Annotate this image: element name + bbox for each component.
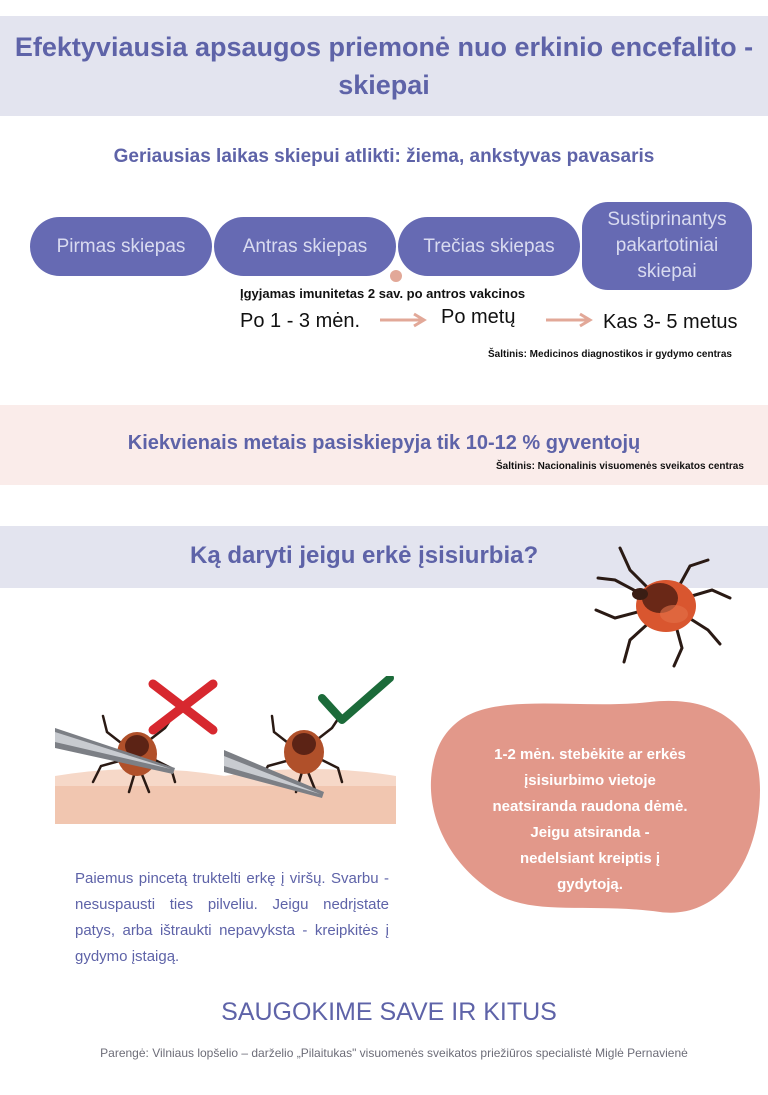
tick-icon — [590, 540, 740, 670]
step-first-vaccine — [30, 217, 212, 276]
immunity-note: Įgyjamas imunitetas 2 sav. po antros vakcinos — [240, 286, 526, 301]
removal-instructions: Paiemus pincetą truktelti erkę į viršų. Svarbu - nesuspausti ties pilveliu. Jeigu nedrįstate patys, arba ištraukti nepavyksta - kreipkitės į gydymo įstaigą. — [75, 870, 389, 965]
title-line-1: Efektyviausia apsaugos priemonė nuo erkinio encefalito - — [14, 32, 754, 62]
advice-line: neatsiranda raudona dėmė. — [492, 798, 688, 815]
correct-removal-illustration — [224, 676, 396, 824]
step-third-vaccine — [398, 217, 580, 276]
immunity-marker-dot — [390, 270, 402, 282]
advice-line: 1-2 mėn. stebėkite ar erkės — [494, 746, 686, 763]
footer-motto: SAUGOKIME SAVE IR KITUS — [221, 998, 557, 1026]
interval-2: Po metų — [441, 306, 516, 328]
wrong-removal-illustration — [55, 676, 225, 824]
title-line-2: skiepai — [338, 70, 430, 100]
arrow-right-icon — [546, 312, 594, 328]
step-label-line-1: Sustiprinantys — [607, 209, 727, 230]
correct-checkmark-icon — [322, 678, 390, 720]
step-label: Pirmas skiepas — [56, 235, 186, 257]
footer-credit: Parengė: Vilniaus lopšelio – darželio „Pilaitukas" visuomenės sveikatos priežiūros specialistė Miglė Pernavienė — [100, 1046, 688, 1060]
step-label: Trečias skiepas — [423, 235, 555, 257]
step-label-line-2: pakartotiniai — [615, 235, 719, 256]
interval-3: Kas 3- 5 metus — [603, 311, 738, 333]
advice-line: Jeigu atsiranda - — [530, 824, 650, 841]
source-note-1: Šaltinis: Medicinos diagnostikos ir gydymo centras — [488, 349, 732, 360]
step-second-vaccine — [214, 217, 396, 276]
vaccination-subtitle: Geriausias laikas skiepui atlikti: žiema, ankstyvas pavasaris — [113, 146, 655, 167]
statistic-text: Kiekvienais metais pasiskiepyja tik 10-12 % gyventojų — [127, 432, 641, 454]
advice-text — [440, 742, 740, 898]
step-label: Antras skiepas — [242, 235, 368, 257]
step-label-line-3: skiepai — [637, 261, 697, 282]
page-title — [0, 28, 768, 104]
advice-line: gydytoją. — [557, 876, 623, 893]
advice-line: nedelsiant kreiptis į — [519, 850, 661, 867]
advice-line: įsisiurbimo vietoje — [524, 772, 656, 789]
wrong-cross-icon — [153, 684, 213, 730]
source-note-2: Šaltinis: Nacionalinis visuomenės sveikatos centras — [496, 461, 744, 472]
tick-section-heading: Ką daryti jeigu erkė įsisiurbia? — [190, 542, 539, 569]
step-booster-vaccine — [582, 202, 752, 290]
interval-1: Po 1 - 3 mėn. — [240, 310, 361, 332]
arrow-right-icon — [380, 312, 428, 328]
